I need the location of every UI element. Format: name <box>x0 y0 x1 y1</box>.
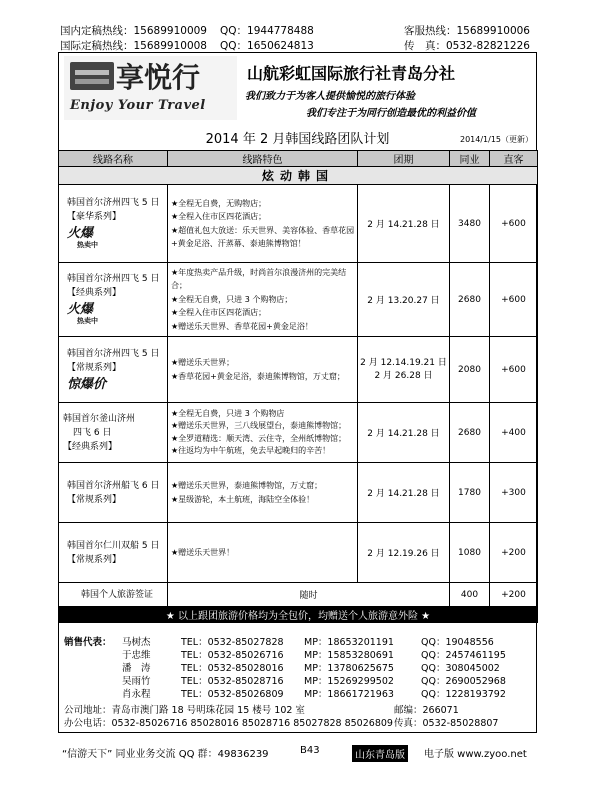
trade-price: 3480 <box>450 185 490 263</box>
logo-chinese-text: 享悦行 <box>116 61 201 94</box>
sales-name: 吴雨竹 <box>122 676 151 687</box>
route-dates: 2 月 13.20.27 日 <box>358 263 450 337</box>
table-row <box>59 523 538 583</box>
route-dates: 2 月 14.21.28 日 <box>358 463 450 523</box>
feature-line: ★赠送乐天世界、香草花园+黄金足浴！ <box>171 321 313 331</box>
domestic-qq: QQ：1944778488 <box>220 25 314 37</box>
badge-subtext: 热卖中 <box>77 240 98 249</box>
feature-line: ★全程无自费，只进 3 个购物店 <box>171 408 285 418</box>
company-name: 山航彩虹国际旅行社青岛分社 <box>247 64 456 83</box>
sales-mobile: MP：18653201191 <box>304 637 394 648</box>
table-row <box>59 263 538 337</box>
direct-price: +600 <box>490 263 538 337</box>
route-name: 韩国首尔济州四飞 5 日 <box>67 197 160 208</box>
sales-mobile: MP：18661721963 <box>304 689 394 700</box>
trade-price: 2680 <box>450 403 490 463</box>
section-band: 炫动韩国 <box>59 167 538 185</box>
office-phone: 办公电话：0532-85026716 85028016 85028716 85027828 85026809 <box>64 718 393 729</box>
header-route-name: 线路名称 <box>59 151 168 167</box>
sales-tel: TEL：0532-85026809 <box>181 689 284 700</box>
slogan-line-1: 我们致力于为客人提供愉悦的旅行体验 <box>245 91 415 102</box>
service-hotline: 客服热线：15689910006 <box>404 25 530 37</box>
route-series: 【常规系列】 <box>67 554 122 565</box>
direct-price: +200 <box>490 523 538 583</box>
route-name: 韩国首尔济州船飞 6 日 <box>67 480 160 491</box>
trade-price: 2680 <box>450 263 490 337</box>
badge-text: 火爆 <box>67 225 94 241</box>
header-trade-price: 同业 <box>450 151 490 167</box>
visa-name: 韩国个人旅游签证 <box>59 583 168 607</box>
route-dates: 2 月 12.19.26 日 <box>358 523 450 583</box>
update-date: 2014/1/15（更新） <box>460 135 534 144</box>
sales-mobile: MP：15269299502 <box>304 676 394 687</box>
route-series: 【常规系列】 <box>67 494 122 505</box>
route-name: 韩国首尔仁川双船 5 日 <box>67 540 160 551</box>
notice-banner: ★ 以上跟团旅游价格均为全包价，均赠送个人旅游意外险 ★ <box>59 607 538 623</box>
feature-line: ★星级游轮，本土航班，海陆空全体验！ <box>171 494 315 504</box>
page-title: 2014 年 2 月韩国线路团队计划 <box>205 132 390 147</box>
sales-tel: TEL：0532-85028016 <box>181 663 284 674</box>
visa-direct-price: +200 <box>490 583 538 607</box>
footer-website: 电子版 www.zyoo.net <box>424 749 527 760</box>
hot-sale-badge <box>67 303 98 328</box>
logo-mark-icon <box>70 62 114 90</box>
intl-hotline: 国际定稿热线：15689910008 <box>60 40 207 52</box>
table-header-row <box>59 151 538 167</box>
logo-english-text: Enjoy Your Travel <box>70 98 206 113</box>
header-dates: 团期 <box>358 151 450 167</box>
footer-qq-group: “信游天下” 同业业务交流 QQ 群：49836239 <box>62 749 269 760</box>
route-series: 【豪华系列】 <box>67 211 122 222</box>
badge-text: 火爆 <box>67 301 94 317</box>
table-row <box>59 337 538 403</box>
route-series: 【常规系列】 <box>67 362 122 373</box>
trade-price: 1780 <box>450 463 490 523</box>
shock-price-badge: 惊爆价 <box>67 376 107 392</box>
table-row <box>59 185 538 263</box>
route-dates: 2 月 14.21.28 日 <box>358 185 450 263</box>
office-fax: 传真：0532-85028807 <box>394 718 499 729</box>
trade-price: 1080 <box>450 523 490 583</box>
postcode: 邮编：266071 <box>394 705 459 716</box>
feature-line: ★全程入住市区四花酒店； <box>171 308 267 318</box>
sales-tel: TEL：0532-85027828 <box>181 637 284 648</box>
table-row <box>59 463 538 523</box>
sales-name: 于忠维 <box>122 650 151 661</box>
visa-row <box>59 583 538 607</box>
route-table <box>58 150 538 623</box>
domestic-hotline: 国内定稿热线：15689910009 <box>60 25 207 37</box>
feature-line: ★香草花园+黄金足浴，泰迪熊博物馆，万丈窟； <box>171 371 345 381</box>
sales-mobile: MP：15853280691 <box>304 650 394 661</box>
route-dates: 2 月 12.14.19.21 日 2 月 26.28 日 <box>358 337 450 403</box>
feature-line: ★全罗道精选：顺天湾、云住寺，全州纸博物馆； <box>171 433 347 443</box>
feature-line: ★全程无自费，只进 3 个购物店； <box>171 294 293 304</box>
sales-mobile: MP：13780625675 <box>304 663 394 674</box>
page-number: B43 <box>300 745 320 756</box>
route-series: 【经典系列】 <box>67 287 122 298</box>
direct-price: +600 <box>490 185 538 263</box>
route-name: 韩国首尔济州四飞 5 日 <box>67 273 160 284</box>
feature-line: ★赠送乐天世界，泰迪熊博物馆，万丈窟； <box>171 481 323 490</box>
sales-name: 潘 涛 <box>122 663 151 674</box>
intl-qq: QQ：1650624813 <box>220 40 314 52</box>
sales-tel: TEL：0532-85028716 <box>181 676 284 687</box>
slogan-line-2: 我们专注于为同行创造最优的利益价值 <box>306 108 476 119</box>
header-direct-price: 直客 <box>490 151 538 167</box>
feature-line: ★超值礼包大放送：乐天世界、美容体验、香草花园+黄金足浴、汗蒸幕、泰迪熊博物馆！ <box>171 225 355 248</box>
sales-tel: TEL：0532-85026716 <box>181 650 284 661</box>
route-dates: 2 月 14.21.28 日 <box>358 403 450 463</box>
sales-label: 销售代表： <box>64 637 112 648</box>
feature-line: ★赠送乐天世界！ <box>171 547 235 557</box>
feature-line: ★全程无自费，无购物店； <box>171 198 267 208</box>
edition-badge: 山东青岛版 <box>352 745 408 762</box>
feature-line: ★年度热卖产品升级，时尚首尔浪漫济州的完美结合； <box>171 267 347 291</box>
feature-line: ★全程入住市区四花酒店； <box>171 212 267 221</box>
sales-qq: QQ：2457461195 <box>421 650 506 661</box>
sales-qq: QQ：1228193792 <box>421 689 506 700</box>
header-route-features: 线路特色 <box>168 151 358 167</box>
direct-price: +600 <box>490 337 538 403</box>
logo <box>64 56 237 120</box>
visa-dates: 随时 <box>168 583 450 607</box>
sales-name: 马树杰 <box>122 637 151 648</box>
sales-qq: QQ：308045002 <box>421 663 500 674</box>
fax-number: 传 真：0532-82821226 <box>404 40 530 52</box>
visa-trade-price: 400 <box>450 583 490 607</box>
trade-price: 2080 <box>450 337 490 403</box>
feature-line: ★赠送乐天世界，三八线展望台，泰迪熊博物馆； <box>171 421 347 430</box>
table-row <box>59 403 538 463</box>
route-name-line-2: 四飞 6 日 <box>73 427 112 438</box>
feature-line: ★往返均为中午航班，免去早起晚归的辛苦！ <box>171 446 331 455</box>
direct-price: +400 <box>490 403 538 463</box>
feature-line: ★赠送乐天世界； <box>171 358 235 367</box>
sales-name: 肖永程 <box>122 689 151 700</box>
hot-sale-badge <box>67 227 98 252</box>
route-name: 韩国首尔济州四飞 5 日 <box>67 348 160 359</box>
route-series: 【经典系列】 <box>63 441 118 452</box>
sales-qq: QQ：2690052968 <box>421 676 506 687</box>
company-address: 公司地址：青岛市澳门路 18 号明珠花园 15 楼号 102 室 <box>64 705 305 716</box>
badge-subtext: 热卖中 <box>77 316 98 325</box>
page-footer <box>62 745 538 765</box>
route-name: 韩国首尔釜山济州 <box>63 413 136 424</box>
direct-price: +300 <box>490 463 538 523</box>
sales-qq: QQ：19048556 <box>421 637 494 648</box>
